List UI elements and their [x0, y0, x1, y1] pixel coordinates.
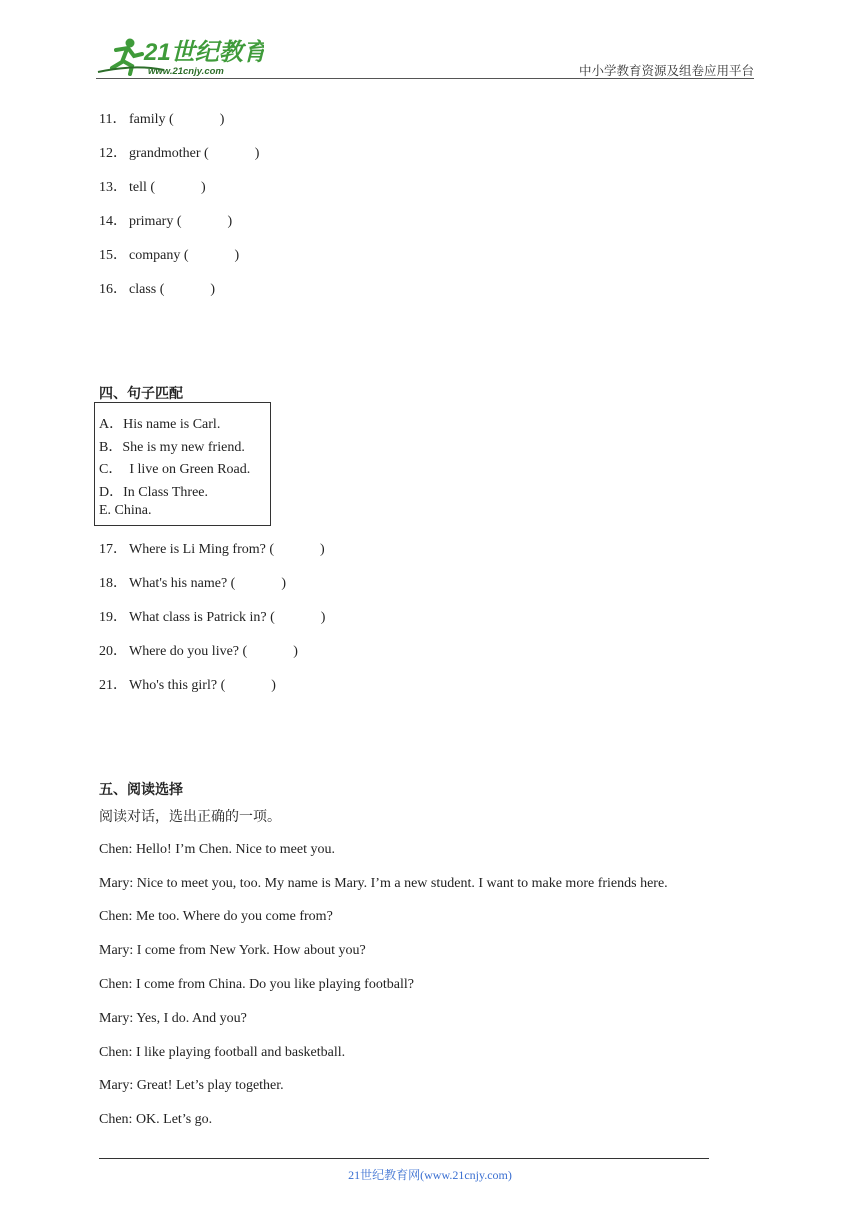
question-item: 19． What class is Patrick in? ( ) [99, 610, 326, 625]
list-item: 11． family ( ) [99, 112, 225, 127]
logo-url: www.21cnjy.com [148, 66, 224, 77]
dialogue-line: Mary: Great! Let’s play together. [99, 1078, 284, 1093]
question-item: 18． What's his name? ( ) [99, 576, 286, 591]
instruction-text: 阅读对话，选出正确的一项。 [99, 809, 281, 825]
option-d: D．In Class Three. [99, 485, 208, 500]
dialogue-line: Chen: Hello! I’m Chen. Nice to meet you. [99, 842, 335, 857]
dialogue-line: Chen: I come from China. Do you like playing football? [99, 977, 414, 992]
footer-link[interactable]: 21世纪教育网(www.21cnjy.com) [348, 1168, 512, 1182]
dialogue-line: Mary: I come from New York. How about you? [99, 943, 366, 958]
header-divider [96, 78, 754, 79]
runner-logo-icon [94, 34, 264, 78]
site-logo [94, 34, 264, 78]
dialogue-line: Chen: Me too. Where do you come from? [99, 909, 333, 924]
dialogue-line: Mary: Yes, I do. And you? [99, 1011, 247, 1026]
logo-text: 21世纪教育 [144, 39, 264, 66]
list-item: 12． grandmother ( ) [99, 146, 260, 161]
section-title: 四、句子匹配 [99, 386, 183, 402]
option-b: B．She is my new friend. [99, 440, 245, 455]
section-title: 五、阅读选择 [99, 782, 183, 798]
list-item: 16． class ( ) [99, 282, 216, 297]
question-item: 21． Who's this girl? ( ) [99, 678, 276, 693]
platform-name: 中小学教育资源及组卷应用平台 [578, 63, 754, 78]
question-item: 17． Where is Li Ming from? ( ) [99, 542, 325, 557]
question-item: 20． Where do you live? ( ) [99, 644, 298, 659]
dialogue-line: Mary: Nice to meet you, too. My name is Mary. I’m a new student. I want to make more friends here. [99, 876, 668, 891]
dialogue-line: Chen: OK. Let’s go. [99, 1112, 213, 1127]
list-item: 15． company ( ) [99, 248, 240, 263]
list-item: 13． tell ( ) [99, 180, 206, 195]
list-item: 14． primary ( ) [99, 214, 233, 229]
option-e: E. China. [99, 503, 152, 518]
dialogue-line: Chen: I like playing football and basketball. [99, 1045, 346, 1060]
option-c: C． I live on Green Road. [99, 462, 251, 477]
option-a: A．His name is Carl. [99, 417, 221, 432]
footer-divider [99, 1158, 709, 1159]
